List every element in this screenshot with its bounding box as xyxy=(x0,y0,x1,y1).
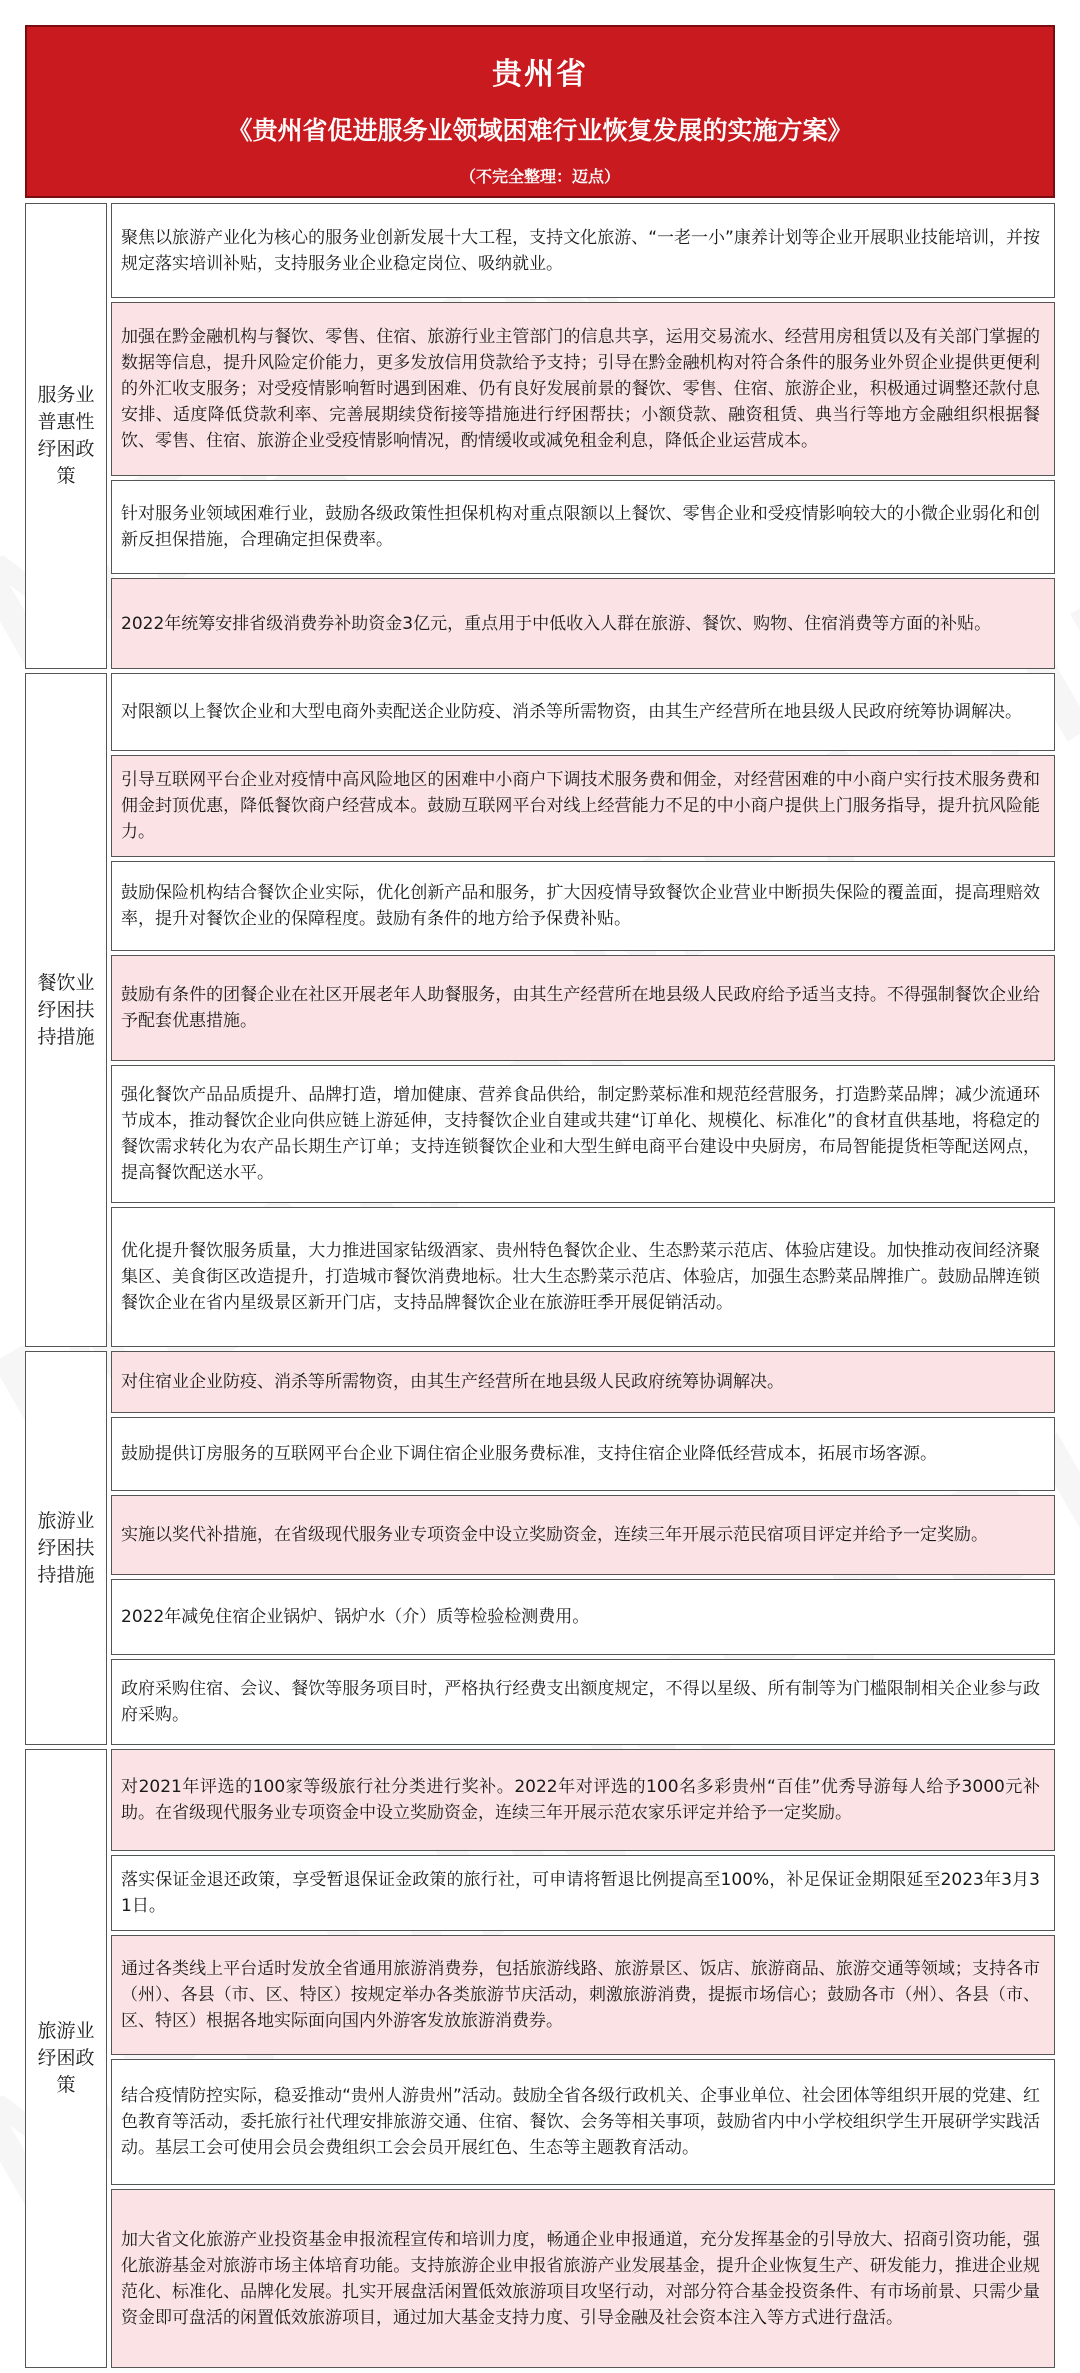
policy-row xyxy=(111,1659,1055,1745)
policy-row xyxy=(111,1579,1055,1655)
policy-text: 政府采购住宿、会议、餐饮等服务项目时，严格执行经费支出额度规定，不得以星级、所有制等为门槛限制相关企业参与政府采购。 xyxy=(121,1679,1040,1725)
policy-text: 落实保证金退还政策，享受暂退保证金政策的旅行社，可申请将暂退比例提高至100%，补足保证金期限延至2023年3月31日。 xyxy=(121,1870,1040,1916)
policy-text: 针对服务业领域困难行业，鼓励各级政策性担保机构对重点限额以上餐饮、零售企业和受疫情影响较大的小微企业弱化和创新反担保措施，合理确定担保费率。 xyxy=(121,504,1040,550)
policy-row xyxy=(111,1351,1055,1413)
policy-text: 对2021年评选的100家等级旅行社分类进行奖补。2022年对评选的100名多彩贵州“百佳”优秀导游每人给予3000元补助。在省级现代服务业专项资金中设立奖励资金，连续三年开展示范农家乐评定并给予一定奖励。 xyxy=(121,1777,1040,1823)
section-accommodation xyxy=(25,1351,1055,1745)
policy-row xyxy=(111,302,1055,476)
policy-row xyxy=(111,480,1055,574)
category-label: 旅游业纾困扶持措施 xyxy=(37,1509,95,1586)
section-catering xyxy=(25,673,1055,1347)
policy-row xyxy=(111,755,1055,857)
policy-row xyxy=(111,1065,1055,1203)
policy-text: 加大省文化旅游产业投资基金申报流程宣传和培训力度，畅通企业申报通道，充分发挥基金的引导放大、招商引资功能，强化旅游基金对旅游市场主体培育功能。支持旅游企业申报省旅游产业发展基金，提升企业恢复生产、研发能力，推进企业规范化、标准化、品牌化发展。扎实开展盘活闲置低效旅游项目攻坚行动，对部分符合基金投资条件、有市场前景、只需少量资金即可盘活的闲置低效旅游项目，通过加大基金支持力度、引导金融及社会资本注入等方式进行盘活。 xyxy=(121,2229,1040,2328)
policy-text: 强化餐饮产品品质提升、品牌打造，增加健康、营养食品供给，制定黔菜标准和规范经营服务，打造黔菜品牌；减少流通环节成本，推动餐饮企业向供应链上游延伸，支持餐饮企业自建或共建“订单化、规模化、标准化”的食材直供基地，将稳定的餐饮需求转化为农产品长期生产订单；支持连锁餐饮企业和大型生鲜电商平台建设中央厨房，布局智能提货柜等配送网点，提高餐饮配送水平。 xyxy=(121,1085,1040,1183)
policy-row xyxy=(111,1207,1055,1347)
policy-row xyxy=(111,1935,1055,2055)
policy-row xyxy=(111,2059,1055,2185)
policy-row xyxy=(111,955,1055,1061)
policy-row xyxy=(111,2189,1055,2368)
section-service-industry xyxy=(25,203,1055,669)
section-tourism xyxy=(25,1749,1055,2368)
policy-text: 2022年统筹安排省级消费券补助资金3亿元，重点用于中低收入人群在旅游、餐饮、购物、住宿消费等方面的补贴。 xyxy=(121,613,992,634)
category-cell xyxy=(25,1749,107,2368)
policy-text: 2022年减免住宿企业锅炉、锅炉水（介）质等检验检测费用。 xyxy=(121,1607,590,1627)
policy-text: 通过各类线上平台适时发放全省通用旅游消费券，包括旅游线路、旅游景区、饭店、旅游商品、旅游交通等领域；支持各市（州）、各县（市、区、特区）按规定举办各类旅游节庆活动，刺激旅游消费，提振市场信心；鼓励各市（州）、各县（市、区、特区）根据各地实际面向国内外游客发放旅游消费券。 xyxy=(121,1959,1040,2031)
policy-row xyxy=(111,673,1055,751)
policy-text: 实施以奖代补措施，在省级现代服务业专项资金中设立奖励资金，连续三年开展示范民宿项目评定并给予一定奖励。 xyxy=(121,1525,988,1545)
table-header xyxy=(25,25,1055,198)
policy-text: 结合疫情防控实际，稳妥推动“贵州人游贵州”活动。鼓励全省各级行政机关、企事业单位、社会团体等组织开展的党建、红色教育等活动，委托旅行社代理安排旅游交通、住宿、餐饮、会务等相关事项，鼓励省内中小学校组织学生开展研学实践活动。基层工会可使用会员会费组织工会会员开展红色、生态等主题教育活动。 xyxy=(121,2086,1040,2158)
policy-text: 优化提升餐饮服务质量，大力推进国家钻级酒家、贵州特色餐饮企业、生态黔菜示范店、体验店建设。加快推动夜间经济聚集区、美食街区改造提升，打造城市餐饮消费地标。壮大生态黔菜示范店、体验店，加强生态黔菜品牌推广。鼓励品牌连锁餐饮企业在省内星级景区新开门店，支持品牌餐饮企业在旅游旺季开展促销活动。 xyxy=(121,1241,1040,1313)
category-cell xyxy=(25,203,107,669)
category-cell xyxy=(25,1351,107,1745)
policy-row xyxy=(111,1417,1055,1491)
policy-row xyxy=(111,861,1055,951)
policy-text: 引导互联网平台企业对疫情中高风险地区的困难中小商户下调技术服务费和佣金，对经营困难的中小商户实行技术服务费和佣金封顶优惠，降低餐饮商户经营成本。鼓励互联网平台对线上经营能力不足的中小商户提供上门服务指导，提升抗风险能力。 xyxy=(121,770,1040,842)
policy-row xyxy=(111,1749,1055,1851)
policy-text: 鼓励提供订房服务的互联网平台企业下调住宿企业服务费标准，支持住宿企业降低经营成本，拓展市场客源。 xyxy=(121,1444,937,1464)
policy-row xyxy=(111,1495,1055,1575)
policy-text: 鼓励有条件的团餐企业在社区开展老年人助餐服务，由其生产经营所在地县级人民政府给予适当支持。不得强制餐饮企业给予配套优惠措施。 xyxy=(121,985,1040,1031)
policy-table xyxy=(25,25,1055,2328)
policy-row xyxy=(111,1855,1055,1931)
category-cell xyxy=(25,673,107,1347)
policy-row xyxy=(111,203,1055,298)
policy-text: 对限额以上餐饮企业和大型电商外卖配送企业防疫、消杀等所需物资，由其生产经营所在地县级人民政府统筹协调解决。 xyxy=(121,702,1022,722)
policy-row xyxy=(111,578,1055,669)
source-note: （不完全整理：迈点） xyxy=(459,167,620,186)
category-label: 旅游业纾困政策 xyxy=(37,2020,95,2096)
plan-title: 《贵州省促进服务业领域困难行业恢复发展的实施方案》 xyxy=(227,116,853,145)
category-label: 服务业普惠性纾困政策 xyxy=(37,384,95,487)
policy-text: 对住宿业企业防疫、消杀等所需物资，由其生产经营所在地县级人民政府统筹协调解决。 xyxy=(121,1372,784,1392)
policy-text: 聚焦以旅游产业化为核心的服务业创新发展十大工程，支持文化旅游、“一老一小”康养计划等企业开展职业技能培训，并按规定落实培训补贴，支持服务业企业稳定岗位、吸纳就业。 xyxy=(121,227,1040,274)
province-title: 贵州省 xyxy=(492,57,588,92)
policy-text: 鼓励保险机构结合餐饮企业实际，优化创新产品和服务，扩大因疫情导致餐饮企业营业中断损失保险的覆盖面，提高理赔效率，提升对餐饮企业的保障程度。鼓励有条件的地方给予保费补贴。 xyxy=(121,883,1040,929)
policy-text: 加强在黔金融机构与餐饮、零售、住宿、旅游行业主管部门的信息共享，运用交易流水、经营用房租赁以及有关部门掌握的数据等信息，提升风险定价能力，更多发放信用贷款给予支持；引导在黔金融机构对符合条件的服务业外贸企业提供更便利的外汇收支服务；对受疫情影响暂时遇到困难、仍有良好发展前景的餐饮、零售、住宿、旅游企业，积极通过调整还款付息安排、适度降低贷款利率、完善展期续贷衔接等措施进行纾困帮扶；小额贷款、融资租赁、典当行等地方金融组织根据餐饮、零售、住宿、旅游企业受疫情影响情况，酌情缓收或减免租金利息，降低企业运营成本。 xyxy=(121,327,1040,451)
category-label: 餐饮业纾困扶持措施 xyxy=(37,971,95,1048)
